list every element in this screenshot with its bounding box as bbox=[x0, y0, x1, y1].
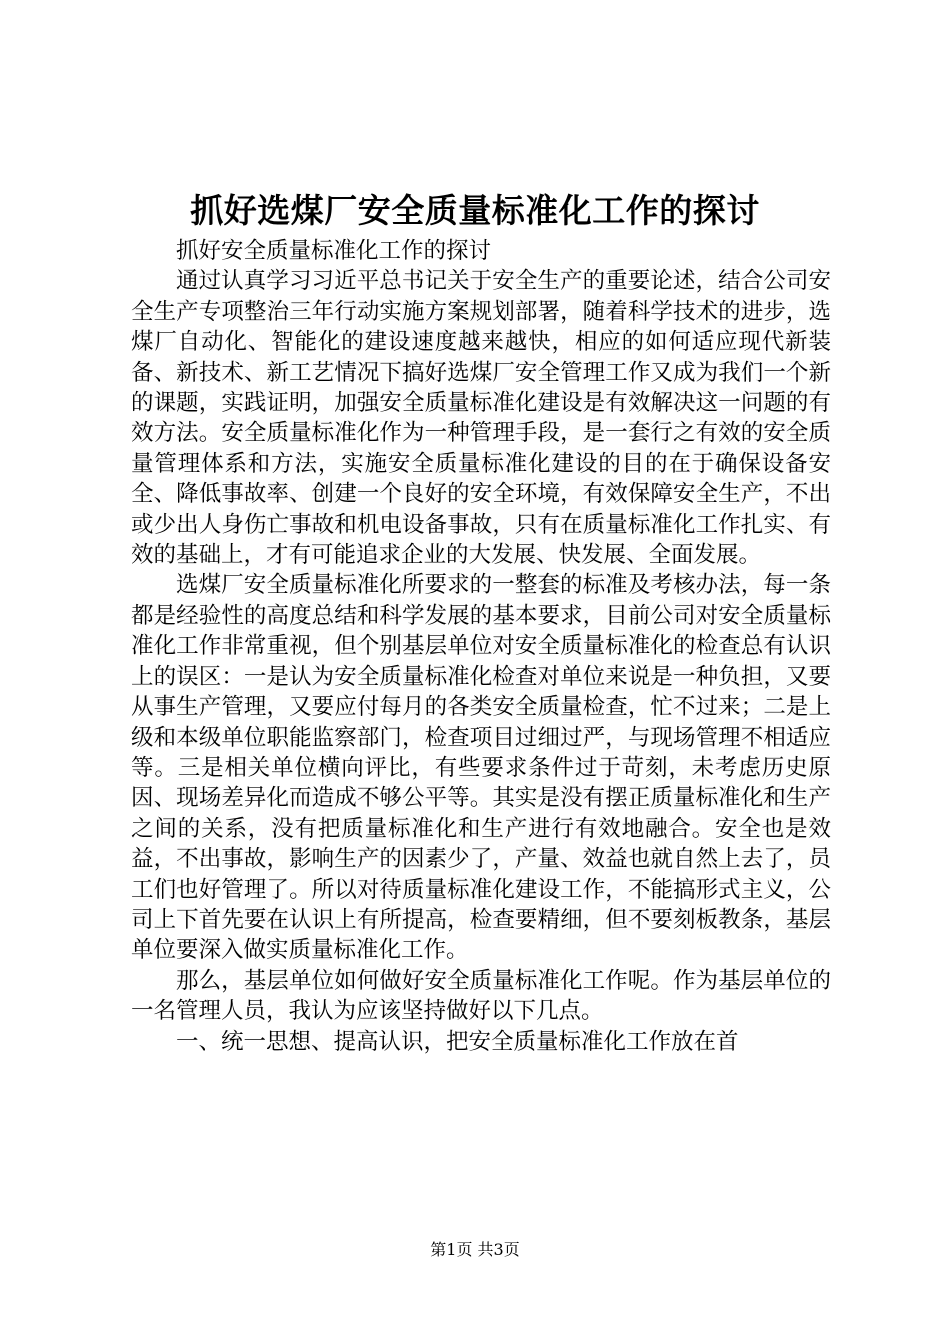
document-title: 抓好选煤厂安全质量标准化工作的探讨 bbox=[190, 191, 760, 230]
body-paragraph-4: 一、统一思想、提高认识，把安全质量标准化工作放在首 bbox=[176, 1028, 739, 1055]
body-paragraph-2: 选煤厂安全质量标准化所要求的一整套的标准及考核办法，每一条都是经验性的高度总结和科学发展的基本要求，目前公司对安全质量标准化工作非常重视，但个别基层单位对安全质量标准化的检查总有认识上的误区：一是认为安全质量标准化检查对单位来说是一种负担，又要从事生产管理，又要应付每月的各类安全质量检查，忙不过来；二是上级和本级单位职能监察部门，检查项目过细过严，与现场管理不相适应等。三是相关单位横向评比，有些要求条件过于苛刻，未考虑历史原因、现场差异化而造成不够公平等。其实是没有摆正质量标准化和生产之间的关系，没有把质量标准化和生产进行有效地融合。安全也是效益，不出事故，影响生产的因素少了，产量、效益也就自然上去了，员工们也好管理了。所以对待质量标准化建设工作，不能搞形式主义，公司上下首先要在认识上有所提高，检查要精细，但不要刻板教条，基层单位要深入做实质量标准化工作。 bbox=[131, 572, 831, 964]
body-paragraph-1: 通过认真学习习近平总书记关于安全生产的重要论述，结合公司安全生产专项整治三年行动实施方案规划部署，随着科学技术的进步，选煤厂自动化、智能化的建设速度越来越快，相应的如何适应现代新装备、新技术、新工艺情况下搞好选煤厂安全管理工作又成为我们一个新的课题，实践证明，加强安全质量标准化建设是有效解决这一问题的有效方法。安全质量标准化作为一种管理手段，是一套行之有效的安全质量管理体系和方法，实施安全质量标准化建设的目的在于确保设备安全、降低事故率、创建一个良好的安全环境，有效保障安全生产，不出或少出人身伤亡事故和机电设备事故，只有在质量标准化工作扎实、有效的基础上，才有可能追求企业的大发展、快发展、全面发展。 bbox=[131, 268, 831, 569]
document-body bbox=[131, 236, 831, 1057]
body-paragraph-subtitle: 抓好安全质量标准化工作的探讨 bbox=[176, 238, 492, 264]
page-number-footer: 第1页 共3页 bbox=[430, 1240, 520, 1259]
body-paragraph-3: 那么，基层单位如何做好安全质量标准化工作呢。作为基层单位的一名管理人员，我认为应该坚持做好以下几点。 bbox=[131, 967, 831, 1025]
